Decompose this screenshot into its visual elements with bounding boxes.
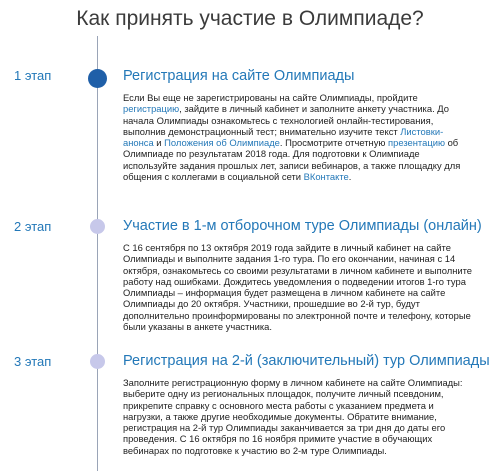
stage-1-text: , зайдите в личный кабинет и заполните анкету участника. До начала Олимпиады ознакомьтесь с технологией онлайн-тестирования, выполнив демонстрационный тест; внимательно изучите текст	[123, 103, 449, 137]
report-presentation-link[interactable]: презентацию	[388, 137, 445, 149]
stage-1-text: . Просмотрите отчетную	[279, 137, 389, 149]
stage-2-text: С 16 сентября по 13 октября 2019 года зайдите в личный кабинет на сайте Олимпиады и выполните задания 1-го тура. По его окончании, начиная с 14 октября, ознакомьтесь со своими результатами в личном кабинете и выполните работу над ошибками. Дождитесь уведомления о подведении итогов 1-го тура Олимпиады – информация будет размещена в личном кабинете на сайте Олимпиады до 20 октября. Участники, прошедшие во 2-й тур, будут дополнительно проинформированы по электронной почте и телефону, которые были указаны в анкете участника.	[123, 242, 473, 333]
stage-1-text: и	[153, 137, 165, 149]
stage-1-label: 1 этап	[14, 68, 52, 83]
olympiad-regulations-link[interactable]: Положения об Олимпиаде	[164, 137, 280, 149]
stage-2-dot-icon	[90, 219, 105, 234]
stage-3-title: Регистрация на 2-й (заключительный) тур Олимпиады	[123, 353, 490, 369]
stage-3-label: 3 этап	[14, 354, 52, 369]
stage-1-text: Если Вы еще не зарегистрированы на сайте Олимпиады, пройдите	[123, 92, 418, 103]
stage-1-title: Регистрация на сайте Олимпиады	[123, 68, 355, 84]
stage-2-title: Участие в 1-м отборочном туре Олимпиады (онлайн)	[123, 218, 482, 234]
stage-2-description	[123, 242, 473, 332]
page-title: Как принять участие в Олимпиаде?	[76, 7, 424, 30]
stage-3-text: Заполните регистрационную форму в личном кабинете на сайте Олимпиады: выберите одну из региональных площадок, получите личный псевдоним, прикрепите справку с основного места работы с указанием предмета и нагрузки, а также другие необходимые документы. Обратите внимание, регистрация на 2-й тур Олимпиады заканчивается за три дня до даты его проведения. С 16 октября по 16 ноября примите участие в обучающих вебинарах по подготовке к участию во 2-м туре Олимпиады.	[123, 377, 463, 456]
stage-3-description	[123, 377, 473, 456]
stage-1-active-dot-icon	[88, 69, 107, 88]
stage-1-text: .	[348, 171, 352, 183]
stage-1-text: об Олимпиаде по результатам 2018 года. Для подготовки к Олимпиаде используйте задания прошлых лет, записи вебинаров, а также площадку для общения с коллегами в социальной сети	[123, 137, 461, 183]
registration-link[interactable]: регистрацию	[123, 103, 180, 115]
leaflet-announcement-link[interactable]: Листовки-анонса	[123, 125, 444, 149]
vkontakte-link[interactable]: ВКонтакте	[303, 171, 349, 183]
stage-2-label: 2 этап	[14, 219, 52, 234]
stage-3-dot-icon	[90, 354, 105, 369]
timeline-line	[97, 36, 98, 471]
stage-1-description	[123, 92, 473, 182]
